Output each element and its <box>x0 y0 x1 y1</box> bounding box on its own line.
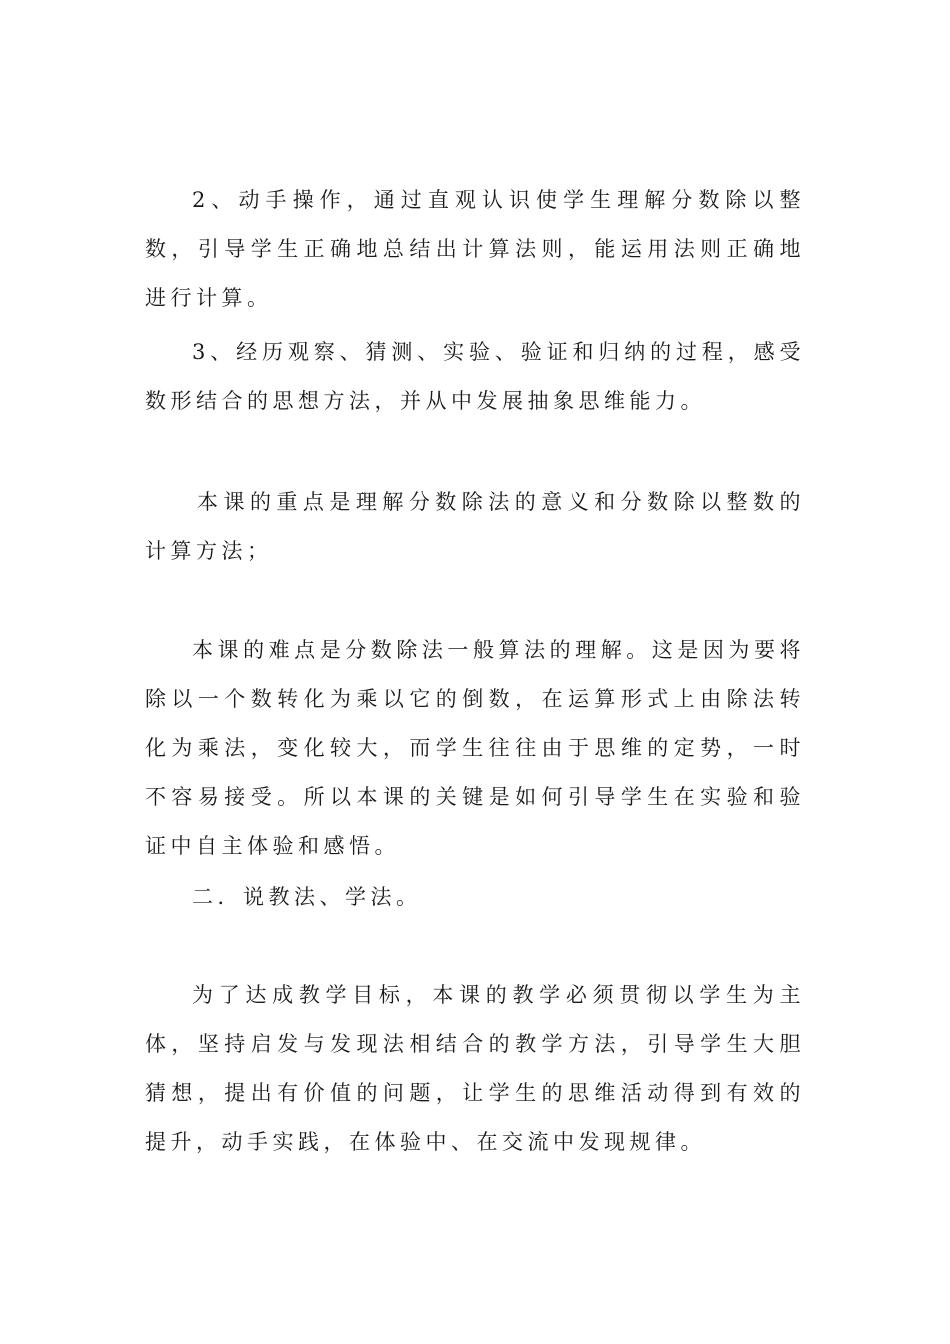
paragraph-objective-2: 2、动手操作，通过直观认识使学生理解分数除以整数，引导学生正确地总结出计算法则，能运用法则正确地进行计算。 <box>145 188 805 310</box>
paragraph-teaching-method: 为了达成教学目标，本课的教学必须贯彻以学生为主体，坚持启发与发现法相结合的教学方法，引导学生大胆猜想，提出有价值的问题，让学生的思维活动得到有效的提升，动手实践，在体验中、在交流中发现规律。 <box>145 983 805 1154</box>
paragraph-objective-3: 3、经历观察、猜测、实验、验证和归纳的过程，感受数形结合的思想方法，并从中发展抽象思维能力。 <box>145 340 805 413</box>
paragraph-key-point: 本课的重点是理解分数除法的意义和分数除以整数的计算方法； <box>145 490 805 563</box>
section-heading-methods: 二．说教法、学法。 <box>192 885 422 909</box>
paragraph-difficulty: 本课的难点是分数除法一般算法的理解。这是因为要将除以一个数转化为乘以它的倒数，在运算形式上由除法转化为乘法，变化较大，而学生往往由于思维的定势，一时不容易接受。所以本课的关键是如何引导学生在实验和验证中自主体验和感悟。 <box>145 638 805 858</box>
